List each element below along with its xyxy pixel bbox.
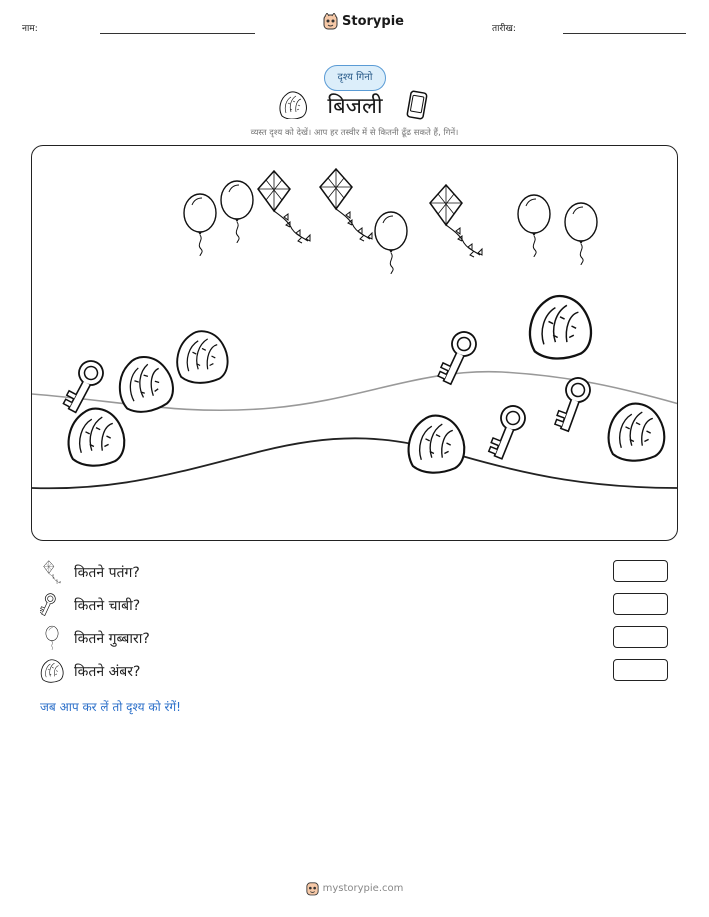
busy-scene[interactable]: [31, 145, 678, 541]
name-line[interactable]: [100, 33, 255, 34]
page-title: बिजली: [327, 94, 383, 119]
key-icon: [40, 592, 64, 618]
answer-box-amber[interactable]: [613, 659, 668, 681]
activity-badge: दृश्य गिनो: [324, 65, 386, 91]
name-label: नाम:: [22, 24, 38, 34]
balloon: [375, 212, 407, 274]
balloon: [221, 181, 253, 243]
kite-icon: [40, 560, 64, 584]
answer-box-balloon[interactable]: [613, 626, 668, 648]
key: [435, 328, 480, 387]
footer: [0, 881, 709, 896]
balloon-icon: [40, 625, 64, 651]
amber: [409, 416, 465, 473]
amber: [177, 331, 227, 383]
amber: [530, 296, 591, 359]
answer-box-kite[interactable]: [613, 560, 668, 582]
date-line[interactable]: [563, 33, 686, 34]
storypie-mascot-icon: [306, 881, 319, 896]
key: [61, 357, 108, 416]
question-key: [40, 592, 140, 618]
question-balloon: [40, 625, 150, 651]
balloon: [518, 195, 550, 257]
amber: [69, 409, 125, 466]
amber-icon: [40, 659, 64, 683]
brand-name: Storypie: [342, 14, 404, 29]
balloon: [565, 203, 597, 265]
date-label: तारीख:: [492, 24, 516, 34]
coloring-instruction: जब आप कर लें तो दृश्य को रंगें!: [40, 700, 181, 714]
question-text: कितने पतंग?: [74, 564, 140, 581]
kite: [320, 169, 372, 241]
balloon: [184, 194, 216, 256]
kite: [430, 185, 482, 257]
answer-box-key[interactable]: [613, 593, 668, 615]
footer-url[interactable]: mystorypie.com: [322, 883, 404, 894]
question-text: कितने अंबर?: [74, 663, 141, 680]
question-kite: [40, 559, 140, 585]
question-text: कितने गुब्बारा?: [74, 630, 150, 647]
phone-icon: [403, 90, 429, 120]
brand-logo: [323, 13, 404, 30]
amber: [609, 404, 665, 461]
kite: [258, 171, 310, 243]
storypie-mascot-icon: [323, 13, 338, 30]
instructions-subtitle: व्यस्त दृश्य को देखें। आप हर तस्वीर में से कितनी ढूँढ सकते हैं, गिनें।: [250, 128, 459, 138]
key: [552, 375, 593, 434]
question-amber: [40, 658, 140, 684]
key: [486, 402, 528, 461]
front-hill-line: [32, 438, 678, 488]
amber: [115, 353, 177, 416]
question-text: कितने चाबी?: [74, 597, 141, 614]
